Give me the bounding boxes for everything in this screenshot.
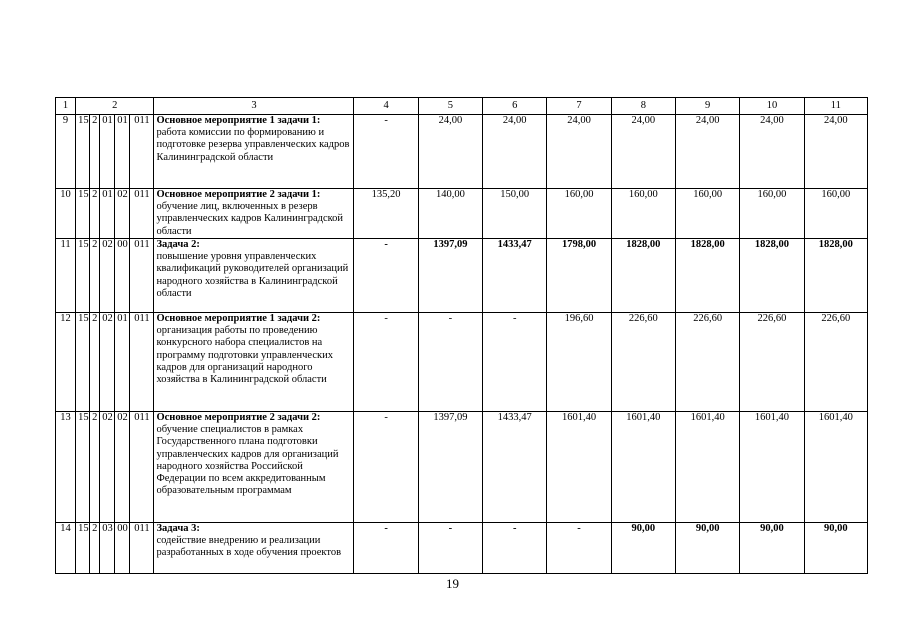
- description-cell: [154, 523, 354, 574]
- measure-title: Задача 3:: [156, 523, 200, 534]
- code-subprogram: 2: [90, 115, 100, 189]
- value-cell: 1828,00: [740, 239, 804, 313]
- header-cell: 8: [611, 98, 675, 115]
- measure-title: Основное мероприятие 2 задачи 1:: [156, 189, 321, 200]
- code-subprogram: 2: [90, 523, 100, 574]
- value-cell: 1601,40: [740, 412, 804, 523]
- table-row: [56, 523, 868, 574]
- row-number: 14: [56, 523, 76, 574]
- code-program: 15: [76, 523, 90, 574]
- header-row: [56, 98, 868, 115]
- value-cell: -: [354, 412, 418, 523]
- page-number: 19: [446, 576, 459, 591]
- code-executor: 011: [130, 189, 154, 239]
- code-measure: 00: [115, 239, 130, 313]
- header-cell: 6: [483, 98, 547, 115]
- measure-title: Основное мероприятие 2 задачи 2:: [156, 412, 321, 423]
- value-cell: 90,00: [675, 523, 739, 574]
- value-cell: 150,00: [483, 189, 547, 239]
- code-subprogram: 2: [90, 313, 100, 412]
- code-task: 02: [100, 239, 115, 313]
- description-cell: [154, 239, 354, 313]
- measure-description: повышение уровня управленческих квалификаций руководителей организаций народного хозяйства в Калининградской области: [156, 251, 349, 299]
- value-cell: 24,00: [804, 115, 867, 189]
- table-row: [56, 313, 868, 412]
- measure-description: организация работы по проведению конкурсного набора специалистов на программу подготовки управленческих кадров для организаций народного хозяйства в Калининградской области: [156, 325, 333, 386]
- row-number: 13: [56, 412, 76, 523]
- value-cell: -: [354, 239, 418, 313]
- description-cell: [154, 412, 354, 523]
- code-program: 15: [76, 412, 90, 523]
- measure-title: Основное мероприятие 1 задачи 1:: [156, 115, 321, 126]
- code-measure: 02: [115, 189, 130, 239]
- header-cell: 4: [354, 98, 418, 115]
- code-measure: 00: [115, 523, 130, 574]
- value-cell: 1433,47: [483, 239, 547, 313]
- code-task: 01: [100, 115, 115, 189]
- description-cell: [154, 313, 354, 412]
- value-cell: 90,00: [740, 523, 804, 574]
- code-program: 15: [76, 189, 90, 239]
- value-cell: 1601,40: [804, 412, 867, 523]
- description-cell: [154, 189, 354, 239]
- code-subprogram: 2: [90, 412, 100, 523]
- table-row: [56, 115, 868, 189]
- code-task: 01: [100, 189, 115, 239]
- table-row: [56, 412, 868, 523]
- value-cell: 160,00: [547, 189, 611, 239]
- measure-description: обучение специалистов в рамках Государственного плана подготовки управленческих кадров для организаций народного хозяйства Российской Федерации по всем аккредитованным образовательным программам: [156, 424, 339, 497]
- code-measure: 02: [115, 412, 130, 523]
- code-program: 15: [76, 115, 90, 189]
- value-cell: 1433,47: [483, 412, 547, 523]
- measure-description: содействие внедрению и реализации разработанных в ходе обучения проектов: [156, 535, 342, 559]
- value-cell: 160,00: [740, 189, 804, 239]
- value-cell: -: [354, 523, 418, 574]
- code-executor: 011: [130, 523, 154, 574]
- value-cell: -: [547, 523, 611, 574]
- description-cell: [154, 115, 354, 189]
- header-cell: 9: [675, 98, 739, 115]
- code-measure: 01: [115, 115, 130, 189]
- value-cell: 1397,09: [418, 239, 482, 313]
- value-cell: 1828,00: [611, 239, 675, 313]
- header-cell: 1: [56, 98, 76, 115]
- header-cell: 11: [804, 98, 867, 115]
- measure-title: Задача 2:: [156, 239, 200, 250]
- value-cell: 226,60: [804, 313, 867, 412]
- value-cell: 135,20: [354, 189, 418, 239]
- value-cell: 24,00: [740, 115, 804, 189]
- value-cell: 226,60: [675, 313, 739, 412]
- value-cell: 160,00: [675, 189, 739, 239]
- code-task: 02: [100, 313, 115, 412]
- value-cell: 226,60: [740, 313, 804, 412]
- value-cell: 24,00: [483, 115, 547, 189]
- code-executor: 011: [130, 313, 154, 412]
- value-cell: 1798,00: [547, 239, 611, 313]
- value-cell: -: [418, 523, 482, 574]
- value-cell: 24,00: [611, 115, 675, 189]
- measure-description: обучение лиц, включенных в резерв управленческих кадров Калининградской области: [156, 201, 344, 237]
- code-executor: 011: [130, 115, 154, 189]
- value-cell: 226,60: [611, 313, 675, 412]
- value-cell: -: [418, 313, 482, 412]
- value-cell: 140,00: [418, 189, 482, 239]
- code-task: 03: [100, 523, 115, 574]
- value-cell: 1601,40: [611, 412, 675, 523]
- code-executor: 011: [130, 412, 154, 523]
- code-executor: 011: [130, 239, 154, 313]
- budget-table: [55, 97, 868, 574]
- value-cell: -: [483, 313, 547, 412]
- table-row: [56, 189, 868, 239]
- row-number: 12: [56, 313, 76, 412]
- value-cell: 1828,00: [675, 239, 739, 313]
- header-cell: 5: [418, 98, 482, 115]
- table-row: [56, 239, 868, 313]
- code-program: 15: [76, 239, 90, 313]
- value-cell: 1828,00: [804, 239, 867, 313]
- row-number: 10: [56, 189, 76, 239]
- code-task: 02: [100, 412, 115, 523]
- value-cell: -: [354, 313, 418, 412]
- code-subprogram: 2: [90, 189, 100, 239]
- value-cell: 160,00: [804, 189, 867, 239]
- value-cell: 1601,40: [675, 412, 739, 523]
- header-cell: 3: [154, 98, 354, 115]
- measure-title: Основное мероприятие 1 задачи 2:: [156, 313, 321, 324]
- value-cell: 90,00: [611, 523, 675, 574]
- header-cell: 7: [547, 98, 611, 115]
- code-measure: 01: [115, 313, 130, 412]
- header-cell: 10: [740, 98, 804, 115]
- row-number: 9: [56, 115, 76, 189]
- value-cell: 1601,40: [547, 412, 611, 523]
- value-cell: -: [354, 115, 418, 189]
- header-cell: 2: [76, 98, 154, 115]
- value-cell: 24,00: [547, 115, 611, 189]
- value-cell: 24,00: [418, 115, 482, 189]
- value-cell: 160,00: [611, 189, 675, 239]
- value-cell: 1397,09: [418, 412, 482, 523]
- code-program: 15: [76, 313, 90, 412]
- value-cell: 90,00: [804, 523, 867, 574]
- value-cell: 24,00: [675, 115, 739, 189]
- code-subprogram: 2: [90, 239, 100, 313]
- row-number: 11: [56, 239, 76, 313]
- value-cell: 196,60: [547, 313, 611, 412]
- measure-description: работа комиссии по формированию и подготовке резерва управленческих кадров Калининградской области: [156, 127, 350, 163]
- value-cell: -: [483, 523, 547, 574]
